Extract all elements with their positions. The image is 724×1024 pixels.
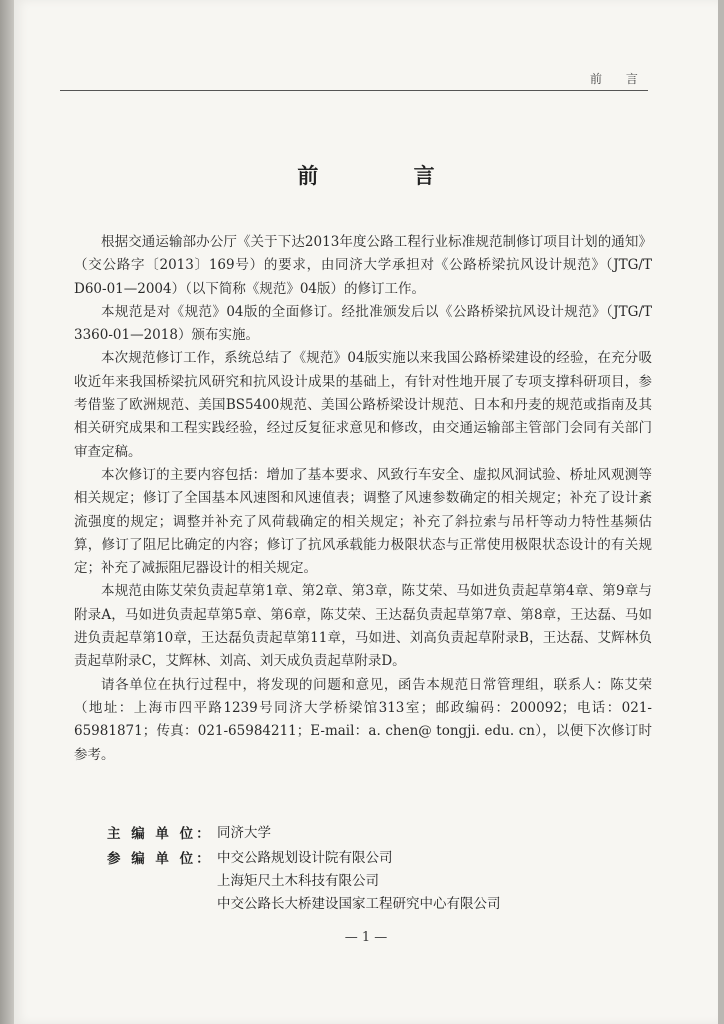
- document-page: [14, 0, 718, 1024]
- paragraph: 本规范是对《规范》04版的全面修订。经批准颁发后以《公路桥梁抗风设计规范》（JTG/T 3360-01—2018）颁布实施。: [74, 303, 652, 344]
- paragraph: 本次规范修订工作，系统总结了《规范》04版实施以来我国公路桥梁建设的经验，在充分吸收近年来我国桥梁抗风研究和抗风设计成果的基础上，有针对性地开展了专项支撑科研项目，参考借鉴了欧洲规范、美国BS5400规范、美国公路桥梁设计规范、日本和丹麦的规范或指南及其相关研究成果和工程实践经验，经过反复征求意见和修改，由交通运输部主管部门会同有关部门审查定稿。: [74, 350, 652, 460]
- book-spine-shadow: [0, 0, 14, 1024]
- lead-unit-value: 同济大学: [217, 825, 271, 841]
- co-unit-values: [217, 847, 501, 916]
- paragraph: 根据交通运输部办公厅《关于下达2013年度公路工程行业标准规范制修订项目计划的通知》（交公路字〔2013〕169号）的要求，由同济大学承担对《公路桥梁抗风设计规范》（JTG/T D60-01—2004）（以下简称《规范》04版）的修订工作。: [74, 234, 652, 297]
- page-title: 前 言: [297, 163, 479, 188]
- paragraph: 本次修订的主要内容包括：增加了基本要求、风致行车安全、虚拟风洞试验、桥址风观测等相关规定；修订了全国基本风速图和风速值表；调整了风速参数确定的相关规定；补充了设计紊流强度的规定；调整并补充了风荷载确定的相关规定；补充了斜拉索与吊杆等动力特性基频估算，修订了阻尼比确定的内容；修订了抗风承载能力极限状态与正常使用极限状态设计的有关规定；补充了减振阻尼器设计的相关规定。: [74, 466, 652, 577]
- co-unit-item: 中交公路规划设计院有限公司: [217, 850, 393, 866]
- header-rule: [60, 90, 648, 91]
- lead-unit-row: [107, 822, 501, 845]
- paragraph: 本规范由陈艾荣负责起草第1章、第2章、第3章，陈艾荣、马如进负责起草第4章、第9章与附录A，马如进负责起草第5章、第6章，陈艾荣、王达磊负责起草第7章、第8章，王达磊、马如进负责起草第10章，王达磊负责起草第11章，马如进、刘高负责起草附录B，王达磊、艾辉林负责起草附录C，艾辉林、刘高、刘天成负责起草附录D。: [74, 583, 652, 670]
- co-unit-item: 中交公路长大桥建设国家工程研究中心有限公司: [217, 896, 501, 912]
- body-text: [74, 231, 652, 767]
- credits-block: [107, 822, 501, 918]
- co-unit-label: 参 编 单 位：: [107, 851, 213, 867]
- running-header: 前 言: [590, 72, 648, 86]
- co-unit-row: [107, 847, 501, 916]
- paragraph: 请各单位在执行过程中，将发现的问题和意见，函告本规范日常管理组，联系人：陈艾荣（地址：上海市四平路1239号同济大学桥梁馆313室；邮政编码：200092；电话：021-65981871；传真：021-65984211；E-mail：a. chen@ tongji. edu. cn），以便下次修订时参考。: [74, 676, 652, 763]
- co-unit-item: 上海矩尺土木科技有限公司: [217, 873, 379, 889]
- page-number: — 1 —: [344, 930, 388, 945]
- lead-unit-label: 主 编 单 位：: [107, 826, 213, 842]
